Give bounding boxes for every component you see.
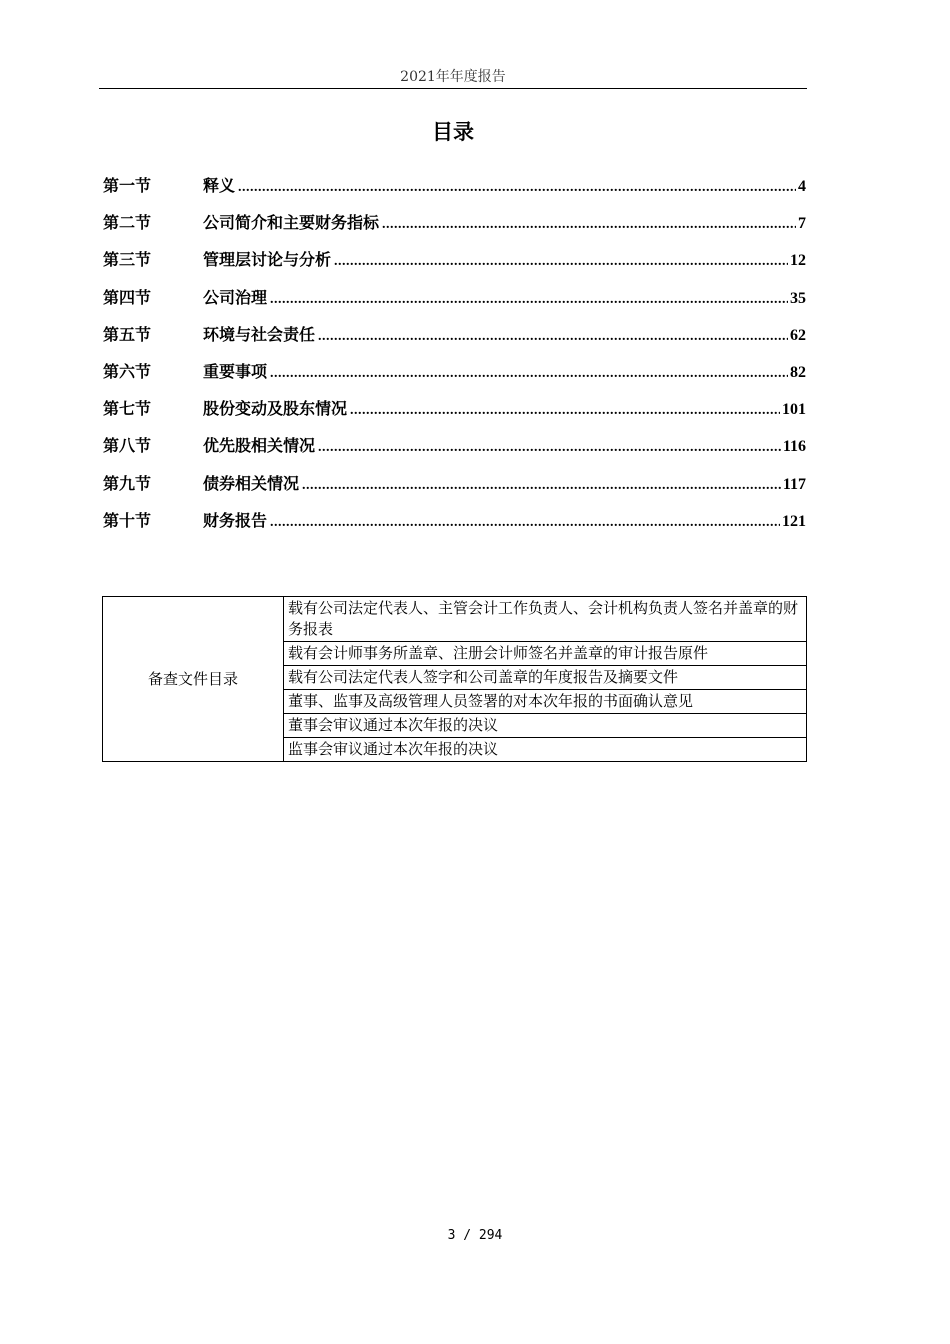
toc-section-number: 第六节 — [103, 361, 152, 381]
toc-entry-9[interactable] — [103, 472, 806, 509]
reference-doc-item: 载有公司法定代表人签字和公司盖章的年度报告及摘要文件 — [284, 666, 807, 690]
toc-page-number: 121 — [782, 512, 806, 530]
toc-page-number: 7 — [798, 215, 806, 233]
toc-leader-dots — [270, 362, 788, 386]
reference-doc-item: 载有会计师事务所盖章、注册会计师签名并盖章的审计报告原件 — [284, 642, 807, 666]
toc-leader-dots — [238, 176, 796, 200]
toc-page-number: 117 — [782, 475, 806, 493]
toc-page-number: 12 — [790, 252, 806, 270]
page-header-title: 2021年年度报告 — [400, 69, 506, 85]
toc-leader-dots — [334, 250, 788, 274]
toc-section-number: 第十节 — [103, 510, 152, 530]
toc-entry-2[interactable] — [103, 211, 806, 248]
toc-leader-dots — [270, 511, 780, 535]
toc-entry-5[interactable] — [103, 323, 806, 360]
toc-leader-dots — [302, 474, 781, 498]
header-divider — [99, 88, 807, 89]
toc-section-name: 债券相关情况 — [203, 473, 300, 493]
reference-documents-table — [102, 596, 807, 762]
toc-entry-1[interactable] — [103, 174, 806, 211]
toc-section-name: 公司简介和主要财务指标 — [203, 213, 380, 233]
toc-page-number: 62 — [790, 326, 806, 344]
toc-section-number: 第九节 — [103, 473, 152, 493]
toc-section-number: 第二节 — [103, 213, 152, 233]
toc-entry-8[interactable] — [103, 434, 806, 471]
reference-doc-item: 董事会审议通过本次年报的决议 — [284, 714, 807, 738]
toc-entry-6[interactable] — [103, 360, 806, 397]
toc-page-number: 35 — [790, 289, 806, 307]
toc-section-name: 释义 — [203, 176, 236, 195]
toc-section-number: 第三节 — [103, 250, 152, 270]
toc-entry-4[interactable] — [103, 286, 806, 323]
reference-doc-item: 监事会审议通过本次年报的决议 — [284, 738, 807, 762]
toc-leader-dots — [318, 325, 788, 349]
table-of-contents — [103, 174, 806, 546]
toc-section-number: 第八节 — [103, 436, 152, 456]
toc-section-name: 财务报告 — [203, 510, 268, 530]
toc-entry-10[interactable] — [103, 509, 806, 546]
toc-section-name: 环境与社会责任 — [203, 324, 316, 344]
page-number: 3 / 294 — [447, 1228, 503, 1243]
toc-page-number: 116 — [782, 438, 806, 456]
toc-section-name: 重要事项 — [203, 361, 268, 381]
toc-section-name: 管理层讨论与分析 — [203, 250, 332, 270]
reference-docs-label: 备查文件目录 — [103, 597, 284, 762]
toc-section-number: 第四节 — [103, 287, 152, 307]
toc-leader-dots — [382, 213, 796, 237]
toc-section-number: 第五节 — [103, 324, 152, 344]
reference-doc-item: 董事、监事及高级管理人员签署的对本次年报的书面确认意见 — [284, 690, 807, 714]
toc-section-name: 公司治理 — [203, 287, 268, 307]
toc-page-number: 4 — [798, 178, 806, 195]
toc-section-name: 优先股相关情况 — [203, 436, 316, 456]
toc-leader-dots — [318, 436, 781, 460]
table-row — [103, 597, 807, 642]
toc-page-number: 82 — [790, 363, 806, 381]
toc-section-number: 第七节 — [103, 399, 152, 419]
toc-leader-dots — [270, 288, 788, 312]
toc-section-name: 股份变动及股东情况 — [203, 399, 348, 419]
reference-doc-item: 载有公司法定代表人、主管会计工作负责人、会计机构负责人签名并盖章的财务报表 — [284, 597, 807, 642]
toc-title: 目录 — [432, 120, 474, 144]
toc-section-number: 第一节 — [103, 176, 152, 195]
toc-leader-dots — [350, 399, 780, 423]
toc-page-number: 101 — [782, 401, 806, 419]
toc-entry-7[interactable] — [103, 397, 806, 434]
toc-entry-3[interactable] — [103, 248, 806, 285]
